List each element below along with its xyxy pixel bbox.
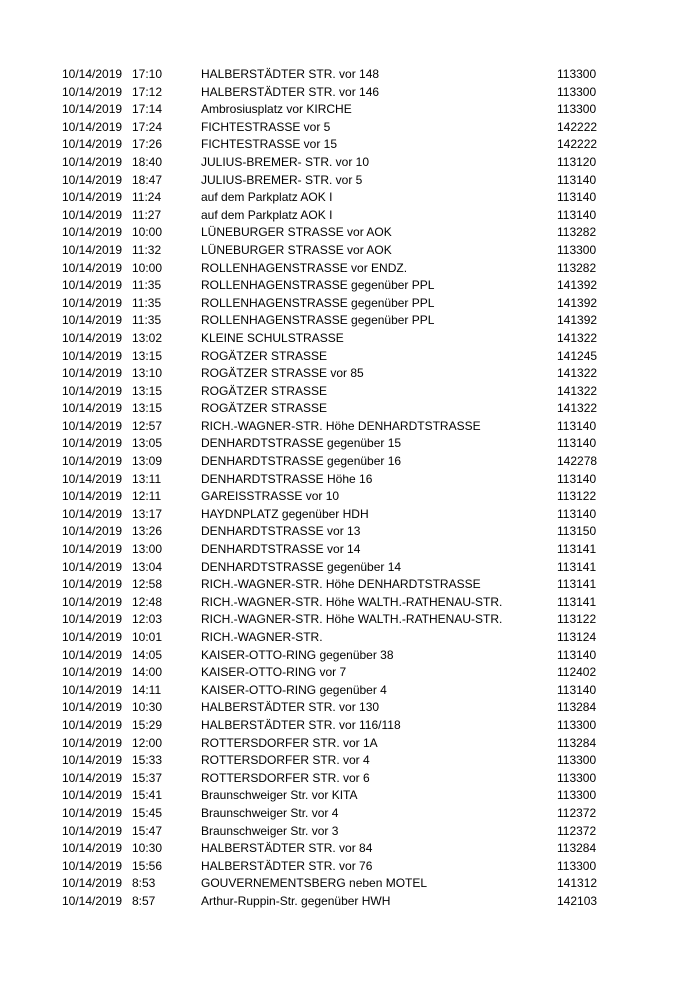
time-cell: 12:00 <box>132 735 163 750</box>
time-cell: 15:33 <box>132 753 163 768</box>
date-cell: 10/14/2019 <box>62 489 123 504</box>
table-row <box>0 348 700 366</box>
code-cell: 113282 <box>557 260 597 275</box>
code-cell: 112402 <box>557 665 597 680</box>
location-cell: HALBERSTÄDTER STR. vor 146 <box>201 84 380 99</box>
code-cell: 113141 <box>557 542 597 557</box>
location-cell: HALBERSTÄDTER STR. vor 76 <box>201 858 373 873</box>
code-cell: 113140 <box>557 207 597 222</box>
time-cell: 14:00 <box>132 665 163 680</box>
date-cell: 10/14/2019 <box>62 823 123 838</box>
table-row <box>0 260 700 278</box>
code-cell: 113140 <box>557 647 597 662</box>
location-cell: Braunschweiger Str. vor 3 <box>201 823 339 838</box>
date-cell: 10/14/2019 <box>62 805 123 820</box>
code-cell: 142278 <box>557 454 598 469</box>
date-cell: 10/14/2019 <box>62 260 123 275</box>
time-cell: 12:48 <box>132 594 163 609</box>
code-cell: 113141 <box>557 594 597 609</box>
date-cell: 10/14/2019 <box>62 665 123 680</box>
code-cell: 113282 <box>557 225 597 240</box>
location-cell: Braunschweiger Str. vor KITA <box>201 788 358 803</box>
location-cell: DENHARDTSTRASSE gegenüber 16 <box>201 454 402 469</box>
date-cell: 10/14/2019 <box>62 612 123 627</box>
location-cell: HALBERSTÄDTER STR. vor 148 <box>201 67 380 81</box>
table-row <box>0 207 700 225</box>
date-cell: 10/14/2019 <box>62 67 123 81</box>
date-cell: 10/14/2019 <box>62 876 123 891</box>
date-cell: 10/14/2019 <box>62 137 123 152</box>
code-cell: 112372 <box>557 805 597 820</box>
date-cell: 10/14/2019 <box>62 84 123 99</box>
location-cell: FICHTESTRASSE vor 15 <box>201 137 338 152</box>
date-cell: 10/14/2019 <box>62 682 123 697</box>
location-cell: ROTTERSDORFER STR. vor 4 <box>201 753 370 768</box>
location-cell: ROLLENHAGENSTRASSE gegenüber PPL <box>201 278 435 293</box>
date-cell: 10/14/2019 <box>62 225 123 240</box>
date-cell: 10/14/2019 <box>62 313 123 328</box>
date-cell: 10/14/2019 <box>62 700 123 715</box>
time-cell: 15:47 <box>132 823 163 838</box>
time-cell: 13:05 <box>132 436 163 451</box>
table-row <box>0 471 700 489</box>
code-cell: 113284 <box>557 700 597 715</box>
location-cell: ROTTERSDORFER STR. vor 1A <box>201 735 378 750</box>
time-cell: 13:26 <box>132 524 163 539</box>
date-cell: 10/14/2019 <box>62 770 123 785</box>
location-cell: ROLLENHAGENSTRASSE gegenüber PPL <box>201 313 435 328</box>
table-row <box>0 699 700 717</box>
time-cell: 13:00 <box>132 542 163 557</box>
table-row <box>0 453 700 471</box>
time-cell: 13:02 <box>132 330 163 345</box>
code-cell: 141322 <box>557 366 598 381</box>
date-cell: 10/14/2019 <box>62 841 123 856</box>
code-cell: 113300 <box>557 242 597 257</box>
location-cell: RICH.-WAGNER-STR. Höhe WALTH.-RATHENAU-STR. <box>201 612 503 627</box>
table-row <box>0 172 700 190</box>
date-cell: 10/14/2019 <box>62 717 123 732</box>
code-cell: 113300 <box>557 753 597 768</box>
location-cell: KAISER-OTTO-RING gegenüber 4 <box>201 682 387 697</box>
code-cell: 113141 <box>557 559 597 574</box>
code-cell: 141245 <box>557 348 598 363</box>
location-cell: HALBERSTÄDTER STR. vor 116/118 <box>201 717 401 732</box>
time-cell: 17:10 <box>132 67 163 81</box>
table-row <box>0 365 700 383</box>
date-cell: 10/14/2019 <box>62 436 123 451</box>
location-cell: KLEINE SCHULSTRASSE <box>201 330 344 345</box>
code-cell: 142222 <box>557 137 598 152</box>
time-cell: 14:05 <box>132 647 163 662</box>
code-cell: 113141 <box>557 577 597 592</box>
table-row <box>0 400 700 418</box>
time-cell: 8:57 <box>132 893 156 908</box>
table-row <box>0 717 700 735</box>
location-cell: KAISER-OTTO-RING vor 7 <box>201 665 347 680</box>
code-cell: 141392 <box>557 313 598 328</box>
time-cell: 13:15 <box>132 348 163 363</box>
time-cell: 10:00 <box>132 225 163 240</box>
table-row <box>0 488 700 506</box>
location-cell: KAISER-OTTO-RING gegenüber 38 <box>201 647 394 662</box>
date-cell: 10/14/2019 <box>62 295 123 310</box>
code-cell: 113300 <box>557 770 597 785</box>
date-cell: 10/14/2019 <box>62 788 123 803</box>
code-cell: 112372 <box>557 823 597 838</box>
table-row <box>0 224 700 242</box>
code-cell: 113140 <box>557 506 597 521</box>
code-cell: 141392 <box>557 278 598 293</box>
date-cell: 10/14/2019 <box>62 630 123 644</box>
location-cell: LÜNEBURGER STRASSE vor AOK <box>201 225 392 240</box>
table-row <box>0 576 700 594</box>
code-cell: 142103 <box>557 893 598 908</box>
location-cell: Arthur-Ruppin-Str. gegenüber HWH <box>201 893 391 908</box>
table-row <box>0 242 700 260</box>
code-cell: 141322 <box>557 330 598 345</box>
table-row <box>0 189 700 207</box>
location-cell: ROGÄTZER STRASSE vor 85 <box>201 366 364 381</box>
date-cell: 10/14/2019 <box>62 858 123 873</box>
code-cell: 141322 <box>557 401 598 416</box>
location-cell: RICH.-WAGNER-STR. Höhe DENHARDTSTRASSE <box>201 577 481 592</box>
table-row <box>0 418 700 436</box>
location-cell: DENHARDTSTRASSE gegenüber 15 <box>201 436 402 451</box>
location-cell: JULIUS-BREMER- STR. vor 5 <box>201 172 363 187</box>
table-row <box>0 136 700 154</box>
date-cell: 10/14/2019 <box>62 207 123 222</box>
table-row <box>0 805 700 823</box>
time-cell: 17:12 <box>132 84 163 99</box>
time-cell: 17:14 <box>132 102 163 117</box>
location-cell: ROGÄTZER STRASSE <box>201 401 328 416</box>
table-row <box>0 154 700 172</box>
table-row <box>0 629 700 647</box>
code-cell: 113140 <box>557 682 597 697</box>
time-cell: 13:04 <box>132 559 163 574</box>
code-cell: 113140 <box>557 418 597 433</box>
date-cell: 10/14/2019 <box>62 418 123 433</box>
code-cell: 113284 <box>557 841 597 856</box>
code-cell: 113140 <box>557 190 597 205</box>
table-row <box>0 559 700 577</box>
table-row <box>0 541 700 559</box>
location-cell: auf dem Parkplatz AOK I <box>201 207 333 222</box>
table-row <box>0 893 700 911</box>
location-cell: ROLLENHAGENSTRASSE vor ENDZ. <box>201 260 408 275</box>
time-cell: 12:57 <box>132 418 163 433</box>
time-cell: 15:37 <box>132 770 163 785</box>
code-cell: 113120 <box>557 154 597 169</box>
code-cell: 113122 <box>557 612 597 627</box>
time-cell: 15:56 <box>132 858 163 873</box>
table-row <box>0 66 700 84</box>
date-cell: 10/14/2019 <box>62 524 123 539</box>
table-row <box>0 664 700 682</box>
code-cell: 113140 <box>557 471 597 486</box>
date-cell: 10/14/2019 <box>62 454 123 469</box>
time-cell: 12:03 <box>132 612 163 627</box>
location-cell: GOUVERNEMENTSBERG neben MOTEL <box>201 876 428 891</box>
time-cell: 14:11 <box>132 682 162 697</box>
location-cell: ROTTERSDORFER STR. vor 6 <box>201 770 370 785</box>
location-cell: LÜNEBURGER STRASSE vor AOK <box>201 242 392 257</box>
code-cell: 141392 <box>557 295 598 310</box>
table-row <box>0 735 700 753</box>
date-cell: 10/14/2019 <box>62 542 123 557</box>
time-cell: 13:09 <box>132 454 163 469</box>
time-cell: 13:11 <box>132 471 162 486</box>
code-cell: 113284 <box>557 735 597 750</box>
date-cell: 10/14/2019 <box>62 577 123 592</box>
date-cell: 10/14/2019 <box>62 278 123 293</box>
time-cell: 13:15 <box>132 383 163 398</box>
time-cell: 18:47 <box>132 172 163 187</box>
date-cell: 10/14/2019 <box>62 401 123 416</box>
time-cell: 13:17 <box>132 506 163 521</box>
time-cell: 8:53 <box>132 876 156 891</box>
code-cell: 142222 <box>557 119 598 134</box>
location-cell: JULIUS-BREMER- STR. vor 10 <box>201 154 370 169</box>
date-cell: 10/14/2019 <box>62 102 123 117</box>
table-row <box>0 119 700 137</box>
table-row <box>0 611 700 629</box>
time-cell: 12:11 <box>132 489 162 504</box>
date-cell: 10/14/2019 <box>62 154 123 169</box>
time-cell: 10:30 <box>132 841 163 856</box>
table-row <box>0 594 700 612</box>
table-row <box>0 858 700 876</box>
time-cell: 11:32 <box>132 242 162 257</box>
code-cell: 113124 <box>557 630 597 644</box>
location-cell: RICH.-WAGNER-STR. Höhe WALTH.-RATHENAU-STR. <box>201 594 503 609</box>
table-row <box>0 523 700 541</box>
location-cell: HAYDNPLATZ gegenüber HDH <box>201 506 369 521</box>
location-cell: ROLLENHAGENSTRASSE gegenüber PPL <box>201 295 435 310</box>
location-cell: DENHARDTSTRASSE gegenüber 14 <box>201 559 402 574</box>
table-row <box>0 101 700 119</box>
date-cell: 10/14/2019 <box>62 647 123 662</box>
code-cell: 113300 <box>557 717 597 732</box>
date-cell: 10/14/2019 <box>62 119 123 134</box>
time-cell: 11:35 <box>132 313 162 328</box>
time-cell: 15:45 <box>132 805 163 820</box>
table-row <box>0 277 700 295</box>
code-cell: 141312 <box>557 876 598 891</box>
location-cell: RICH.-WAGNER-STR. <box>201 630 323 644</box>
date-cell: 10/14/2019 <box>62 242 123 257</box>
location-cell: ROGÄTZER STRASSE <box>201 383 328 398</box>
table-row <box>0 383 700 401</box>
code-cell: 113140 <box>557 436 597 451</box>
code-cell: 113300 <box>557 67 597 81</box>
table-row <box>0 506 700 524</box>
time-cell: 13:10 <box>132 366 163 381</box>
date-cell: 10/14/2019 <box>62 471 123 486</box>
table-row <box>0 84 700 102</box>
date-cell: 10/14/2019 <box>62 348 123 363</box>
date-cell: 10/14/2019 <box>62 383 123 398</box>
date-cell: 10/14/2019 <box>62 735 123 750</box>
location-cell: DENHARDTSTRASSE vor 14 <box>201 542 361 557</box>
table-row <box>0 312 700 330</box>
date-cell: 10/14/2019 <box>62 190 123 205</box>
date-cell: 10/14/2019 <box>62 330 123 345</box>
date-cell: 10/14/2019 <box>62 172 123 187</box>
time-cell: 10:30 <box>132 700 163 715</box>
table-row <box>0 647 700 665</box>
code-cell: 113300 <box>557 84 597 99</box>
location-cell: HALBERSTÄDTER STR. vor 84 <box>201 841 373 856</box>
location-cell: DENHARDTSTRASSE vor 13 <box>201 524 361 539</box>
location-cell: Ambrosiusplatz vor KIRCHE <box>201 102 352 117</box>
time-cell: 10:00 <box>132 260 163 275</box>
location-cell: FICHTESTRASSE vor 5 <box>201 119 331 134</box>
code-cell: 113150 <box>557 524 597 539</box>
time-cell: 11:35 <box>132 278 162 293</box>
table-row <box>0 435 700 453</box>
time-cell: 12:58 <box>132 577 163 592</box>
time-cell: 11:27 <box>132 207 162 222</box>
date-cell: 10/14/2019 <box>62 559 123 574</box>
location-cell: DENHARDTSTRASSE Höhe 16 <box>201 471 373 486</box>
time-cell: 15:41 <box>132 788 163 803</box>
time-cell: 17:26 <box>132 137 163 152</box>
code-cell: 141322 <box>557 383 598 398</box>
code-cell: 113300 <box>557 858 597 873</box>
code-cell: 113300 <box>557 102 597 117</box>
date-cell: 10/14/2019 <box>62 893 123 908</box>
time-cell: 11:24 <box>132 190 162 205</box>
table-row <box>0 787 700 805</box>
time-cell: 13:15 <box>132 401 163 416</box>
table-row <box>0 295 700 313</box>
time-cell: 15:29 <box>132 717 163 732</box>
table-row <box>0 840 700 858</box>
date-cell: 10/14/2019 <box>62 506 123 521</box>
date-cell: 10/14/2019 <box>62 753 123 768</box>
record-table <box>0 66 700 911</box>
time-cell: 18:40 <box>132 154 163 169</box>
table-row <box>0 330 700 348</box>
location-cell: auf dem Parkplatz AOK I <box>201 190 333 205</box>
location-cell: HALBERSTÄDTER STR. vor 130 <box>201 700 380 715</box>
table-row <box>0 682 700 700</box>
code-cell: 113300 <box>557 788 597 803</box>
table-row <box>0 752 700 770</box>
date-cell: 10/14/2019 <box>62 594 123 609</box>
table-row <box>0 875 700 893</box>
location-cell: GAREISSTRASSE vor 10 <box>201 489 340 504</box>
code-cell: 113122 <box>557 489 597 504</box>
table-row <box>0 823 700 841</box>
time-cell: 10:01 <box>132 630 163 644</box>
location-cell: ROGÄTZER STRASSE <box>201 348 328 363</box>
location-cell: Braunschweiger Str. vor 4 <box>201 805 339 820</box>
date-cell: 10/14/2019 <box>62 366 123 381</box>
location-cell: RICH.-WAGNER-STR. Höhe DENHARDTSTRASSE <box>201 418 481 433</box>
table-row <box>0 770 700 788</box>
code-cell: 113140 <box>557 172 597 187</box>
time-cell: 17:24 <box>132 119 163 134</box>
time-cell: 11:35 <box>132 295 162 310</box>
